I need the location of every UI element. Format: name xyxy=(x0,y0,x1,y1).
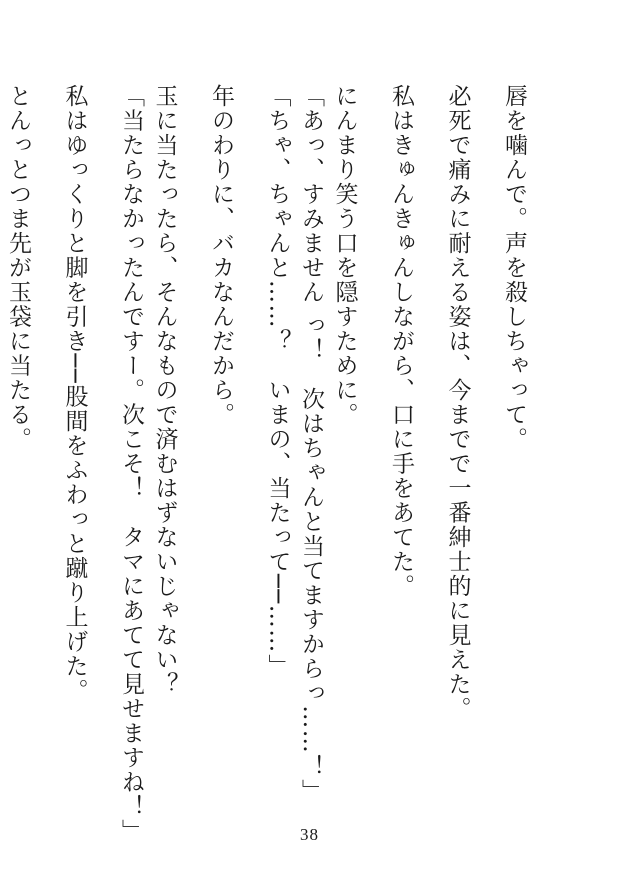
text-line: 年のわりに、バカなんだから。 xyxy=(208,84,234,427)
text-line: 唇を噛んで。声を殺しちゃって。 xyxy=(501,84,527,452)
text-line: とんっとつま先が玉袋に当たる。 xyxy=(5,84,31,452)
text-line: にんまり笑う口を隠すために。 xyxy=(331,84,358,427)
text-line: 私はゆっくりと脚を引き──股間をふわっと蹴り上げた。 xyxy=(61,84,88,703)
text-line: 必死で痛みに耐える姿は、今までで一番紳士的に見えた。 xyxy=(444,84,471,721)
page-number: 38 xyxy=(300,825,319,844)
text-line: 私はきゅんきゅんしながら、口に手をあてた。 xyxy=(388,84,414,599)
dialogue-line: 「あっ、すみません っ！ 次はちゃんと当てますからっ……！」 xyxy=(298,84,324,804)
dialogue-line: 「当たらなかったんですー。次こそ！ タマにあてて見せますね！」 xyxy=(118,84,144,844)
dialogue-line: 「ちゃ、ちゃんと……？ いまの、当たって──……」 xyxy=(264,84,291,679)
text-line: 玉に当たったら、そんなもので済むはずないじゃない？ xyxy=(151,84,178,697)
